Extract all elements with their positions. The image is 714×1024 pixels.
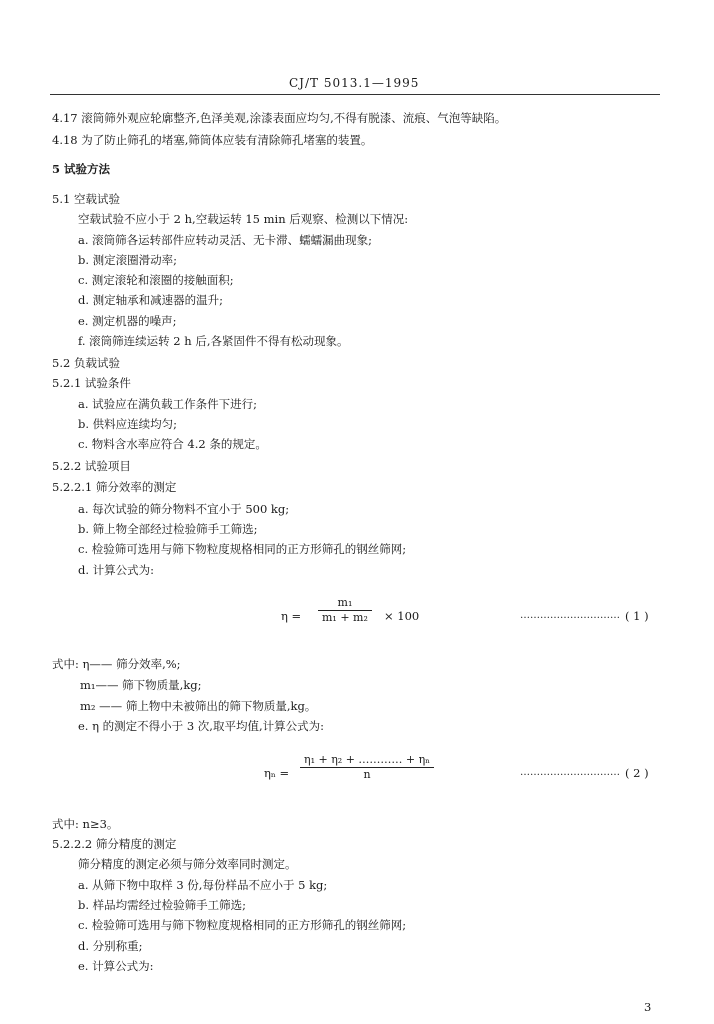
where-m1: m₁—— 筛下物质量,kg; — [80, 678, 202, 692]
formula-2-lhs: ηₙ = — [264, 766, 290, 780]
formula-2-number: ( 2 ) — [625, 766, 649, 780]
formula-2-denominator: n — [363, 768, 371, 781]
where-n: 式中: n≥3。 — [52, 817, 119, 831]
list-item-e: e. η 的测定不得小于 3 次,取平均值,计算公式为: — [78, 719, 324, 733]
formula-1-denominator: m₁ + m₂ — [322, 611, 368, 624]
list-item-c: c. 检验筛可选用与筛下物粒度规格相同的正方形筛孔的钢丝筛网; — [78, 918, 407, 932]
where-m2: m₂ —— 筛上物中未被筛出的筛下物质量,kg。 — [80, 699, 317, 713]
formula-1-numerator: m₁ — [318, 596, 372, 611]
list-item-e: e. 测定机器的噪声; — [78, 314, 177, 328]
list-item-e: e. 计算公式为: — [78, 959, 154, 973]
list-item-b: b. 测定滚圈滑动率; — [78, 253, 178, 267]
section-5-2-1-title: 5.2.1 试验条件 — [52, 376, 131, 390]
section-5-2-2-2-title: 5.2.2.2 筛分精度的测定 — [52, 837, 177, 851]
list-item-f: f. 滚筒筛连续运转 2 h 后,各紧固件不得有松动现象。 — [78, 334, 349, 348]
formula-1-fraction — [318, 596, 372, 625]
header-code: CJ/T 5013.1—1995 — [289, 76, 420, 90]
list-item-b: b. 筛上物全部经过检验筛手工筛选; — [78, 522, 258, 536]
section-5-title: 5 试验方法 — [52, 162, 111, 176]
header-rule — [50, 94, 660, 95]
formula-2-fraction — [300, 753, 434, 782]
list-item-a: a. 试验应在满负载工作条件下进行; — [78, 397, 258, 411]
list-item-a: a. 从筛下物中取样 3 份,每份样品不应小于 5 kg; — [78, 878, 328, 892]
line-4-17: 4.17 滚筒筛外观应轮廓整齐,色泽美观,涂漆表面应均匀,不得有脱漆、流痕、气泡等缺陷。 — [52, 111, 507, 125]
page-number: 3 — [644, 1000, 652, 1014]
list-item-b: b. 供料应连续均匀; — [78, 417, 178, 431]
line-4-18: 4.18 为了防止筛孔的堵塞,筛筒体应装有清除筛孔堵塞的装置。 — [52, 133, 373, 147]
where-eta: 式中: η—— 筛分效率,%; — [52, 657, 181, 671]
formula-1-lhs: η = — [281, 609, 302, 623]
section-5-1-title: 5.1 空载试验 — [52, 192, 120, 206]
section-5-2-2-1-title: 5.2.2.1 筛分效率的测定 — [52, 480, 177, 494]
list-item-d: d. 计算公式为: — [78, 563, 155, 577]
formula-1-number: ( 1 ) — [625, 609, 649, 623]
list-item-c: c. 物料含水率应符合 4.2 条的规定。 — [78, 437, 267, 451]
list-item-c: c. 检验筛可选用与筛下物粒度规格相同的正方形筛孔的钢丝筛网; — [78, 542, 407, 556]
formula-1-rhs: × 100 — [384, 609, 420, 623]
list-item-b: b. 样品均需经过检验筛手工筛选; — [78, 898, 247, 912]
list-item-d: d. 测定轴承和减速器的温升; — [78, 293, 224, 307]
section-5-2-2-title: 5.2.2 试验项目 — [52, 459, 131, 473]
formula-2-leader-dots: ………………………… — [520, 767, 620, 778]
list-item-a: a. 每次试验的筛分物料不宜小于 500 kg; — [78, 502, 290, 516]
section-5-2-title: 5.2 负载试验 — [52, 356, 120, 370]
line-5-2-2-2-intro: 筛分精度的测定必须与筛分效率同时测定。 — [78, 857, 297, 871]
formula-1-leader-dots: ………………………… — [520, 610, 620, 621]
line-5-1-intro: 空载试验不应小于 2 h,空载运转 15 min 后观察、检测以下情况: — [78, 212, 409, 226]
list-item-c: c. 测定滚轮和滚圈的接触面积; — [78, 273, 234, 287]
list-item-d: d. 分别称重; — [78, 939, 143, 953]
formula-2-numerator: η₁ + η₂ + ………… + ηₙ — [300, 753, 434, 768]
list-item-a: a. 滚筒筛各运转部件应转动灵活、无卡滞、蠕蠕漏曲现象; — [78, 233, 373, 247]
